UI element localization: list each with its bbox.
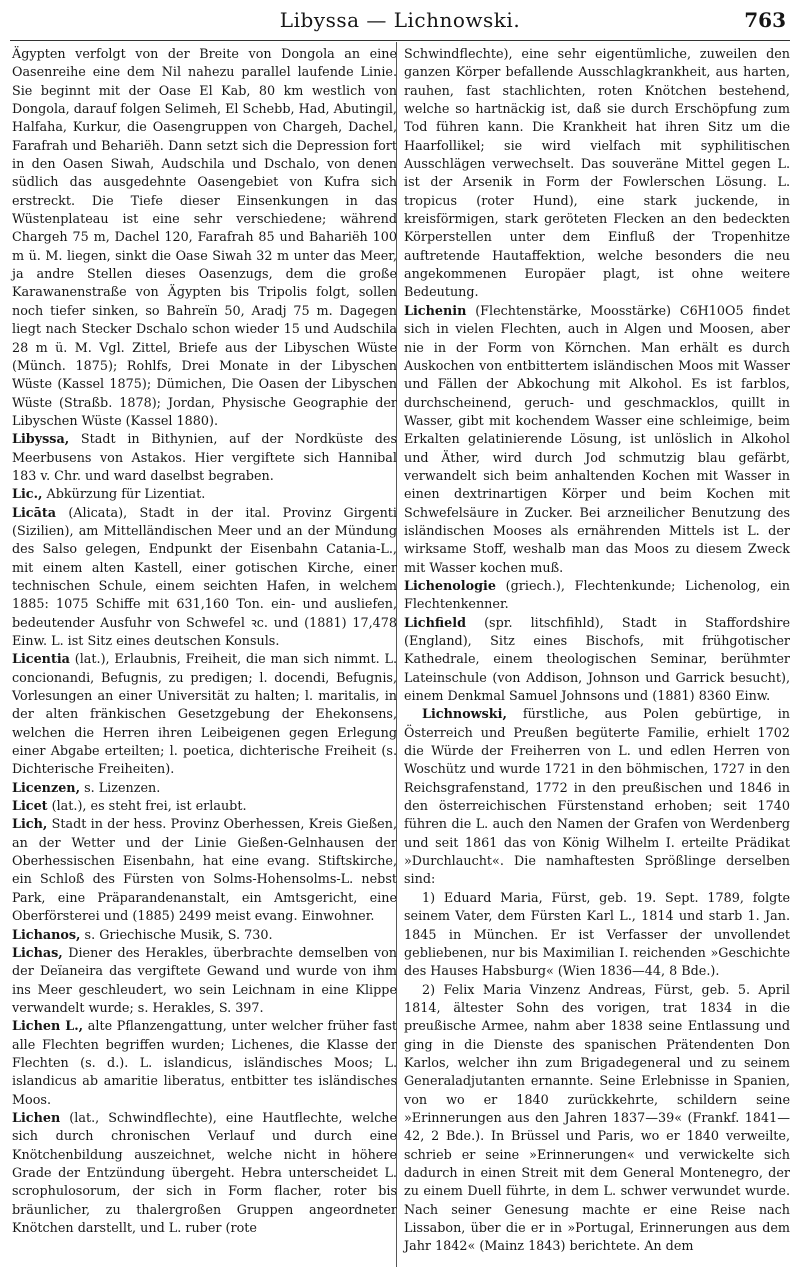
entry-licenzen: Licenzen, s. Lizenzen. — [12, 780, 161, 796]
entry-lichenologie: Lichenologie (griech.), Flechtenkunde; Lichenolog, ein Flechtenkenner. — [404, 578, 790, 613]
entry-headword: Lichen — [12, 1110, 61, 1126]
subentry-eduard: 1) Eduard Maria, Fürst, geb. 19. Sept. 1789, folgte seinem Vater, dem Fürsten Karl L., 1814 und starb 1. Jan. 1845 in München. Er ist Verfasser der unvollendet gebliebenen, nur bis Maximilian I. reichenden »Geschichte des Hauses Habsburg« (Wien 1836—44, 8 Bde.). — [404, 890, 790, 980]
entry-headword: Lichenin — [404, 303, 467, 319]
entry-headword: Lichenologie — [404, 578, 496, 594]
entry-licet: Licet (lat.), es steht frei, ist erlaubt. — [12, 799, 247, 815]
header-rule — [10, 40, 790, 41]
entry-lichenin: Lichenin (Flechtenstärke, Moosstärke) C6H10O5 findet sich in vielen Flechten, auch in Algen und Moosen, aber nie in der Form von Körnchen. Man erhält es durch Auskochen von entbittertem isländischen Moos mit Wasser und Fällen der Abkochung mit Alkohol. Es ist farblos, durchscheinend, geruch- und geschmacklos, quillt in Wasser, gibt mit kochendem Wasser eine schleimige, beim Erkalten gelatinierende Lösung, ist unlöslich in Alkohol und Äther, wird durch Jod schmutzig blau gefärbt, verwandelt sich beim anhaltenden Kochen mit Wasser in einen dextrinartigen Körper und beim Kochen mit Schwefelsäure in Zucker. Bei arzneilicher Benutzung des isländischen Mooses als ernährenden Mittels ist L. der wirksame Stoff, weshalb man das Moos zu diesem Zweck mit Wasser kochen muß. — [404, 303, 790, 576]
entry-headword: Lichen L., — [12, 1019, 84, 1035]
entry-lichanos: Lichanos, s. Griechische Musik, S. 730. — [12, 927, 273, 943]
entry-headword: Lichnowski, — [422, 707, 507, 723]
left-column — [12, 46, 397, 1238]
page-header — [12, 2, 788, 40]
entry-libyssa: Libyssa, Stadt in Bithynien, auf der Nordküste des Meerbusens von Astakos. Hier vergiftete sich Hannibal 183 v. Chr. und ward daselbst begraben. — [12, 432, 397, 484]
right-column — [404, 46, 790, 1257]
entry-headword: Licāta — [12, 505, 56, 521]
entry-lichen-lat: Lichen (lat., Schwindflechte), eine Hautflechte, welche sich durch chronischen Verlauf und durch eine Knötchenbildung auszeichnet, welche nicht in höhere Grade der Entzündung übergeht. Hebra unterscheidet L. scrophulosorum, der sich in Form flacher, roter bis bräunlicher, zu thalergroßen Gruppen angeordneter Knötchen darstellt, und L. ruber (rote — [12, 1110, 397, 1236]
entry-headword: Lic., — [12, 487, 43, 503]
entry-lichnowski: Lichnowski, fürstliche, aus Polen gebürtige, in Österreich und Preußen begüterte Familie, erhielt 1702 die Würde der Freiherren von L. und edlen Herren von Woschütz und wurde 1721 in den böhmischen, 1727 in den Reichsgrafenstand, 1772 in den preußischen und 1846 in den österreichischen Fürstenstand erhoben; seit 1740 führen die L. auch den Namen der Grafen von Werdenberg und seit 1861 das von König Wilhelm I. erteilte Prädikat »Durchlaucht«. Die namhaftesten Sprößlinge derselben sind: — [404, 707, 790, 888]
entry-headword: Lichanos, — [12, 927, 81, 943]
entry-lichas: Lichas, Diener des Herakles, überbrachte demselben von der Deïaneira das vergiftete Gewand und wurde von ihm ins Meer geschleudert, wo sein Leichnam in eine Klippe verwandelt wurde; s. Herakles, S. 397. — [12, 945, 397, 1016]
entry-lic: Lic., Abkürzung für Lizentiat. — [12, 487, 206, 503]
page-number: 763 — [744, 8, 786, 32]
entry-headword: Lichfield — [404, 615, 466, 631]
entry-headword: Licenzen, — [12, 780, 81, 796]
entry-headword: Licet — [12, 799, 48, 815]
entry-lichfield: Lichfield (spr. litschfihld), Stadt in Staffordshire (England), Sitz eines Bischofs, mit frühgotischer Kathedrale, einem theologischen Seminar, berühmter Lateinschule (von Addison, Johnson und Garrick besucht), einem Denkmal Samuel Johnsons und (1881) 8360 Einw. — [404, 615, 790, 705]
entry-lichen-l: Lichen L., alte Pflanzengattung, unter welcher früher fast alle Flechten begriffen wurden; Lichenes, die Klasse der Flechten (s. d.). L. islandicus, isländisches Moos; L. islandicus ab amaritie liberatus, entbitter tes isländisches Moos. — [12, 1019, 397, 1108]
entry-headword: Libyssa, — [12, 432, 70, 448]
running-title: Libyssa — Lichnowski. — [279, 8, 521, 32]
entry-paragraph: Ägypten verfolgt von der Breite von Dongola an eine Oasenreihe eine dem Nil nahezu parallel laufende Linie. Sie beginnt mit der Oase El Kab, 80 km westlich von Dongola, darauf folgen Selimeh, El Schebb, Had, Abutingil, Halfaha, Kurkur, die Oasengruppen von Chargeh, Dachel, Farafrah und Behariëh. Dann setzt sich die Depression fort in den Oasen Siwah, Audschila und Dschalo, von denen südlich das ausgedehnte Oasengebiet von Kufra sich erstreckt. Die Tiefe dieser Einsenkungen in das Wüstenplateau ist eine sehr verschiedene; während Chargeh 75 m, Dachel 120, Farafrah 85 und Bahariëh 100 m ü. M. liegen, sinkt die Oase Siwah 32 m unter das Meer, ja andre Stellen dieses Oasenzugs, dem die große Karawanenstraße von Ägypten bis Tripolis folgt, sollen noch tiefer sinken, so Bahreïn 50, Aradj 75 m. Dagegen liegt nach Stecker Dschalo schon wieder 15 und Audschila 28 m ü. M. Vgl. Zittel, Briefe aus der Libyschen Wüste (Münch. 1875); Rohlfs, Drei Monate in der Libyschen Wüste (Kassel 1875); Dümichen, Die Oasen der Libyschen Wüste (Straßb. 1878); Jordan, Physische Geographie der Libyschen Wüste (Kassel 1880). — [12, 47, 397, 429]
entry-lich: Lich, Stadt in der hess. Provinz Oberhessen, Kreis Gießen, an der Wetter und der Linie Gießen-Gelnhausen der Oberhessischen Eisenbahn, hat eine evang. Stiftskirche, ein Schloß des Fürsten von Solms-Hohensolms-L. nebst Park, eine Präparandenanstalt, ein Amtsgericht, eine Oberförsterei und (1885) 2499 meist evang. Einwohner. — [12, 817, 397, 925]
subentry-felix: 2) Felix Maria Vinzenz Andreas, Fürst, geb. 5. April 1814, ältester Sohn des vorigen, trat 1834 in die preußische Armee, nahm aber 1838 seine Entlassung und ging in die Dienste des spanischen Prätendenten Don Karlos, welcher ihn zum Brigadegeneral und zu seinem Generaladjutanten ernannte. Seine Erlebnisse in Spanien, von wo er 1840 zurückkehrte, schildern seine »Erinnerungen aus den Jahren 1837—39« (Frankf. 1841—42, 2 Bde.). In Brüssel und Paris, wo er 1840 verweilte, schrieb er seine »Erinnerungen« und verwickelte sich dadurch in einen Streit mit dem General Montenegro, der zu einem Duell führte, in dem L. schwer verwundet wurde. Nach seiner Genesung machte er eine Reise nach Lissabon, über die er in »Portugal, Erinnerungen aus dem Jahr 1842« (Mainz 1843) berichtete. An dem — [404, 982, 790, 1255]
entry-headword: Lichas, — [12, 945, 63, 961]
entry-headword: Lich, — [12, 817, 48, 833]
entry-licata: Licāta (Alicata), Stadt in der ital. Provinz Girgenti (Sizilien), am Mittelländischen Meer und an der Mündung des Salso gelegen, Endpunkt der Eisenbahn Catania-L., mit einem alten Kastell, einer gotischen Kirche, einer technischen Schule, einem seichten Hafen, in welchem 1885: 1075 Schiffe mit 631,160 Ton. ein- und ausliefen, bedeutender Ausfuhr von Schwefel ꝛc. und (1881) 17,478 Einw. L. ist Sitz eines deutschen Konsuls. — [12, 505, 397, 649]
entry-headword: Licentia — [12, 652, 70, 668]
entry-licentia: Licentia (lat.), Erlaubnis, Freiheit, die man sich nimmt. L. concionandi, Befugnis, zu predigen; l. docendi, Befugnis, Vorlesungen an einer Universität zu halten; l. maritalis, in der alten fränkischen Gesetzgebung der Ehekonsens, welchen die Herren ihren Leibeigenen gegen Erlegung einer Abgabe erteilten; l. poetica, dichterische Freiheit (s. Dichterische Freiheiten). — [12, 652, 397, 778]
entry-paragraph: Schwindflechte), eine sehr eigentümliche, zuweilen den ganzen Körper befallende Ausschlagkrankheit, aus harten, rauhen, fast stachlichten, roten Knötchen bestehend, welche so hartnäckig ist, daß sie durch Erschöpfung zum Tod führen kann. Die Krankheit hat ihren Sitz um die Haarfollikel; sie wird vielfach mit syphilitischen Ausschlägen verwechselt. Das souveräne Mittel gegen L. ist der Arsenik in Form der Fowlerschen Lösung. L. tropicus (roter Hund), eine stark juckende, in kreisförmigen, stark geröteten Flecken an den bedeckten Körperstellen unter dem Einfluß der Tropenhitze auftretende Hautaffektion, welche besonders die neu angekommenen Europäer plagt, ist ohne weitere Bedeutung. — [404, 47, 790, 301]
